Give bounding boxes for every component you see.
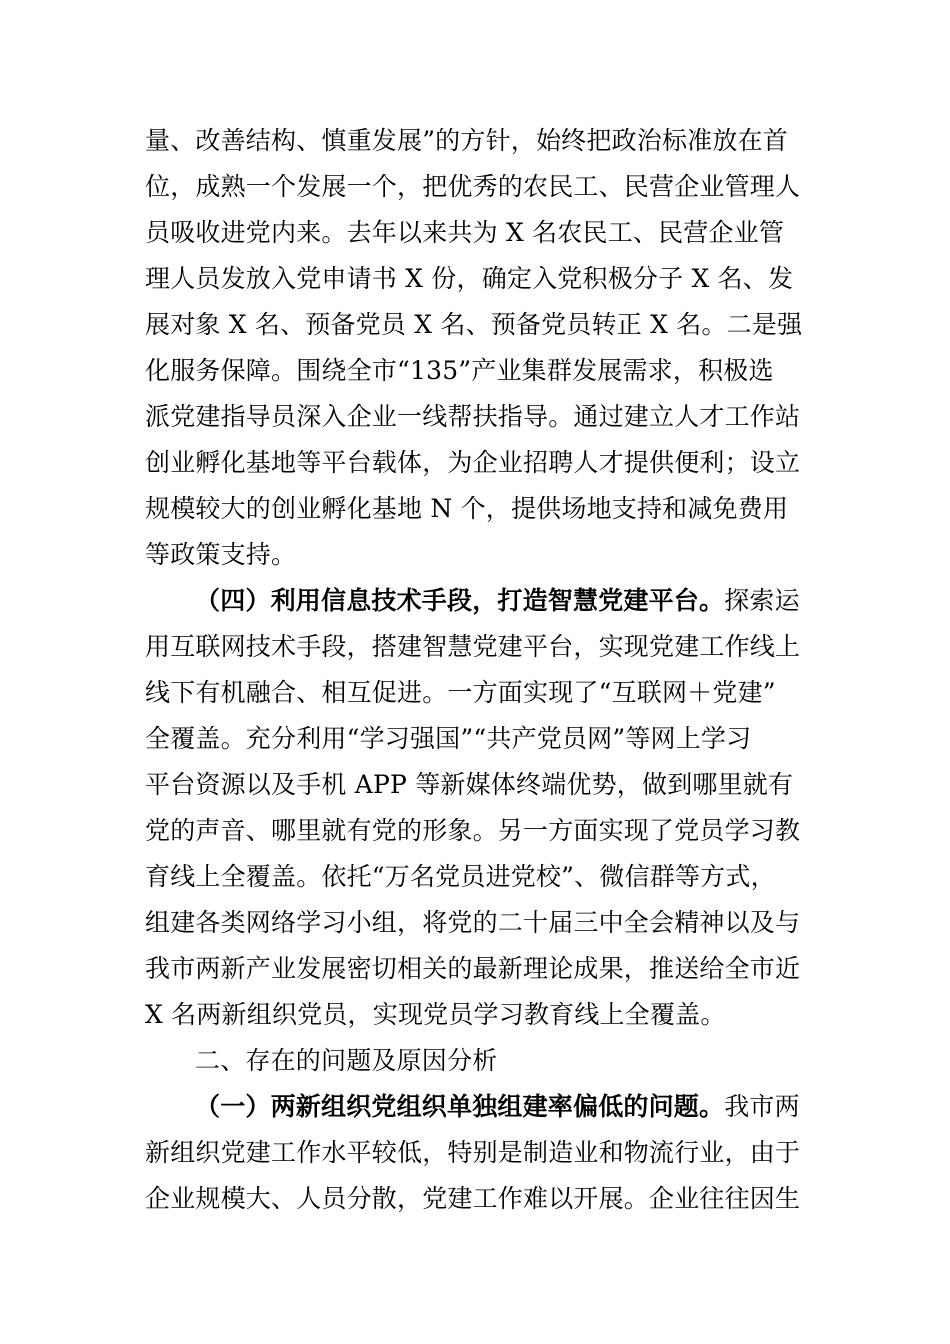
body-line: 创业孵化基地等平台载体，为企业招聘人才提供便利；设立 (145, 448, 801, 477)
body-line: 用互联网技术手段，搭建智慧党建平台，实现党建工作线上 (145, 632, 801, 661)
section-4-heading: （四）利用信息技术手段，打造智慧党建平台。 (195, 586, 725, 615)
body-line: 规模较大的创业孵化基地 N 个，提供场地支持和减免费用 (145, 494, 789, 523)
section-4-first-rest: 探索运 (724, 586, 800, 615)
section-4-first-line (195, 586, 800, 616)
body-line: 化服务保障。围绕全市“135”产业集群发展需求，积极选 (145, 356, 774, 385)
body-line: 育线上全覆盖。依托“万名党员进党校”、微信群等方式， (145, 862, 776, 891)
body-line: 位，成熟一个发展一个，把优秀的农民工、民营企业管理人 (145, 172, 801, 201)
body-line: 展对象 X 名、预备党员 X 名、预备党员转正 X 名。二是强 (145, 310, 803, 339)
body-line: 线下有机融合、相互促进。一方面实现了“互联网＋党建” (145, 678, 776, 707)
body-line: 全覆盖。充分利用“学习强国”“共产党员网”等网上学习 (145, 724, 752, 753)
section-2-heading: 二、存在的问题及原因分析 (195, 1046, 498, 1075)
body-line: 理人员发放入党申请书 X 份，确定入党积极分子 X 名、发 (145, 264, 794, 293)
issue-1-heading: （一）两新组织党组织单独组建率偏低的问题。 (195, 1092, 725, 1121)
body-line: 我市两新产业发展密切相关的最新理论成果，推送给全市近 (145, 954, 801, 983)
body-line: 派党建指导员深入企业一线帮扶指导。通过建立人才工作站 (145, 402, 801, 431)
issue-1-first-line (195, 1092, 800, 1122)
issue-1-first-rest: 我市两 (724, 1092, 800, 1121)
body-line: 党的声音、哪里就有党的形象。另一方面实现了党员学习教 (145, 816, 801, 845)
body-line: 等政策支持。 (145, 540, 297, 569)
body-line: 平台资源以及手机 APP 等新媒体终端优势，做到哪里就有 (145, 770, 794, 799)
body-line: 组建各类网络学习小组，将党的二十届三中全会精神以及与 (145, 908, 801, 937)
body-line: 员吸收进党内来。去年以来共为 X 名农民工、民营企业管 (145, 218, 785, 247)
body-line: 新组织党建工作水平较低，特别是制造业和物流行业，由于 (145, 1138, 801, 1167)
body-line: 企业规模大、人员分散，党建工作难以开展。企业往往因生 (145, 1184, 801, 1213)
body-line: 量、改善结构、慎重发展”的方针，始终把政治标准放在首 (145, 126, 788, 155)
body-line: X 名两新组织党员，实现党员学习教育线上全覆盖。 (145, 1000, 726, 1029)
